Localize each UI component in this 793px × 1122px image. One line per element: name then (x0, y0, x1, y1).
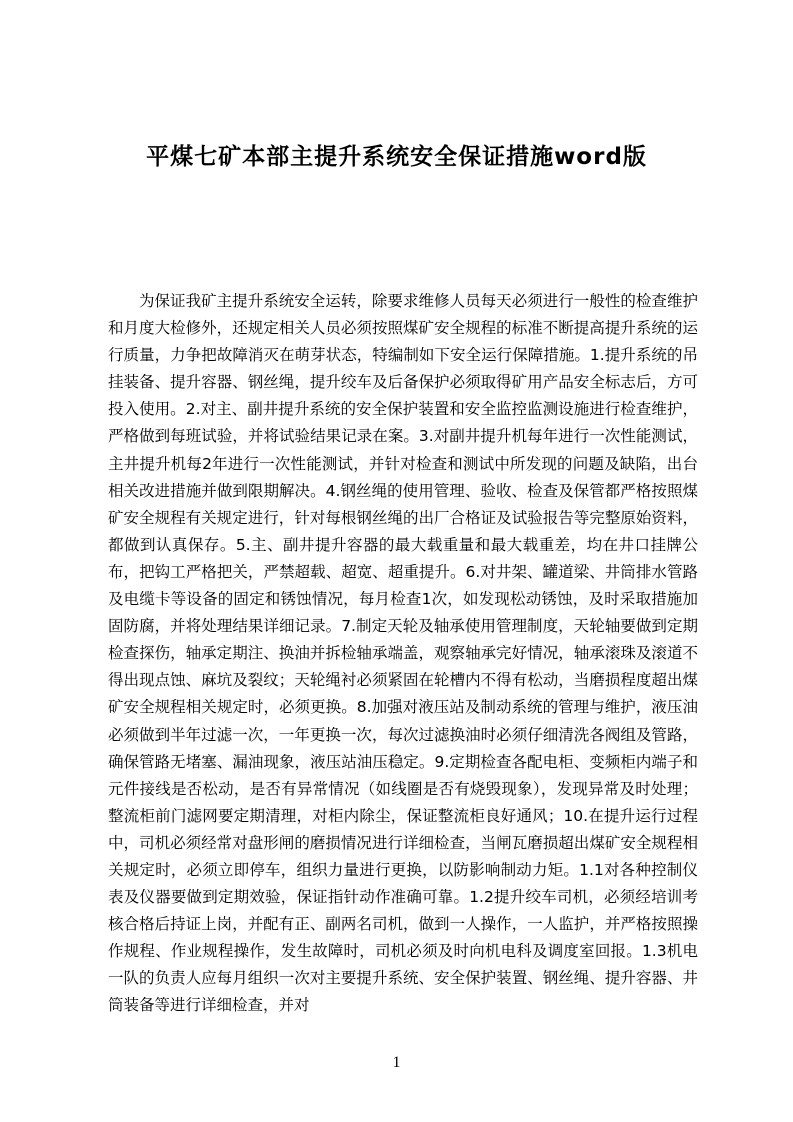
body-paragraph: 为保证我矿主提升系统安全运转，除要求维修人员每天必须进行一般性的检查维护和月度大检修外，还规定相关人员必须按照煤矿安全规程的标准不断提高提升系统的运行质量，力争把故障消灭在萌芽状态，特编制如下安全运行保障措施。1.提升系统的吊挂装备、提升容器、钢丝绳，提升绞车及后备保护必须取得矿用产品安全标志后，方可投入使用。2.对主、副井提升系统的安全保护装置和安全监控监测设施进行检查维护，严格做到每班试验，并将试验结果记录在案。3.对副井提升机每年进行一次性能测试，主井提升机每2年进行一次性能测试，并针对检查和测试中所发现的问题及缺陷，出台相关改进措施并做到限期解决。4.钢丝绳的使用管理、验收、检查及保管都严格按照煤矿安全规程有关规定进行，针对每根钢丝绳的出厂合格证及试验报告等完整原始资料，都做到认真保存。5.主、副井提升容器的最大载重量和最大载重差，均在井口挂牌公布，把钩工严格把关，严禁超载、超宽、超重提升。6.对井架、罐道梁、井筒排水管路及电缆卡等设备的固定和锈蚀情况，每月检查1次，如发现松动锈蚀，及时采取措施加固防腐，并将处理结果详细记录。7.制定天轮及轴承使用管理制度，天轮轴要做到定期检查探伤，轴承定期注、换油并拆检轴承端盖，观察轴承完好情况，轴承滚珠及滚道不得出现点蚀、麻坑及裂纹；天轮绳衬必须紧固在轮槽内不得有松动，当磨损程度超出煤矿安全规程相关规定时，必须更换。8.加强对液压站及制动系统的管理与维护，液压油必须做到半年过滤一次，一年更换一次，每次过滤换油时必须仔细清洗各阀组及管路，确保管路无堵塞、漏油现象，液压站油压稳定。9.定期检查各配电柜、变频柜内端子和元件接线是否松动，是否有异常情况（如线圈是否有烧毁现象），发现异常及时处理；整流柜前门滤网要定期清理，对柜内除尘，保证整流柜良好通风；10.在提升运行过程中，司机必须经常对盘形闸的磨损情况进行详细检查，当闸瓦磨损超出煤矿安全规程相关规定时，必须立即停车，组织力量进行更换，以防影响制动力矩。1.1对各种控制仪表及仪器要做到定期效验，保证指针动作准确可靠。1.2提升绞车司机，必须经培训考核合格后持证上岗，并配有正、副两名司机，做到一人操作，一人监护，并严格按照操作规程、作业规程操作，发生故障时，司机必须及时向机电科及调度室回报。1.3机电一队的负责人应每月组织一次对主要提升系统、安全保护装置、钢丝绳、提升容器、井筒装备等进行详细检查，并对 (108, 292, 698, 1015)
document-title: 平煤七矿本部主提升系统安全保证措施word版 (146, 144, 647, 170)
page-number: 1 (392, 1054, 401, 1071)
